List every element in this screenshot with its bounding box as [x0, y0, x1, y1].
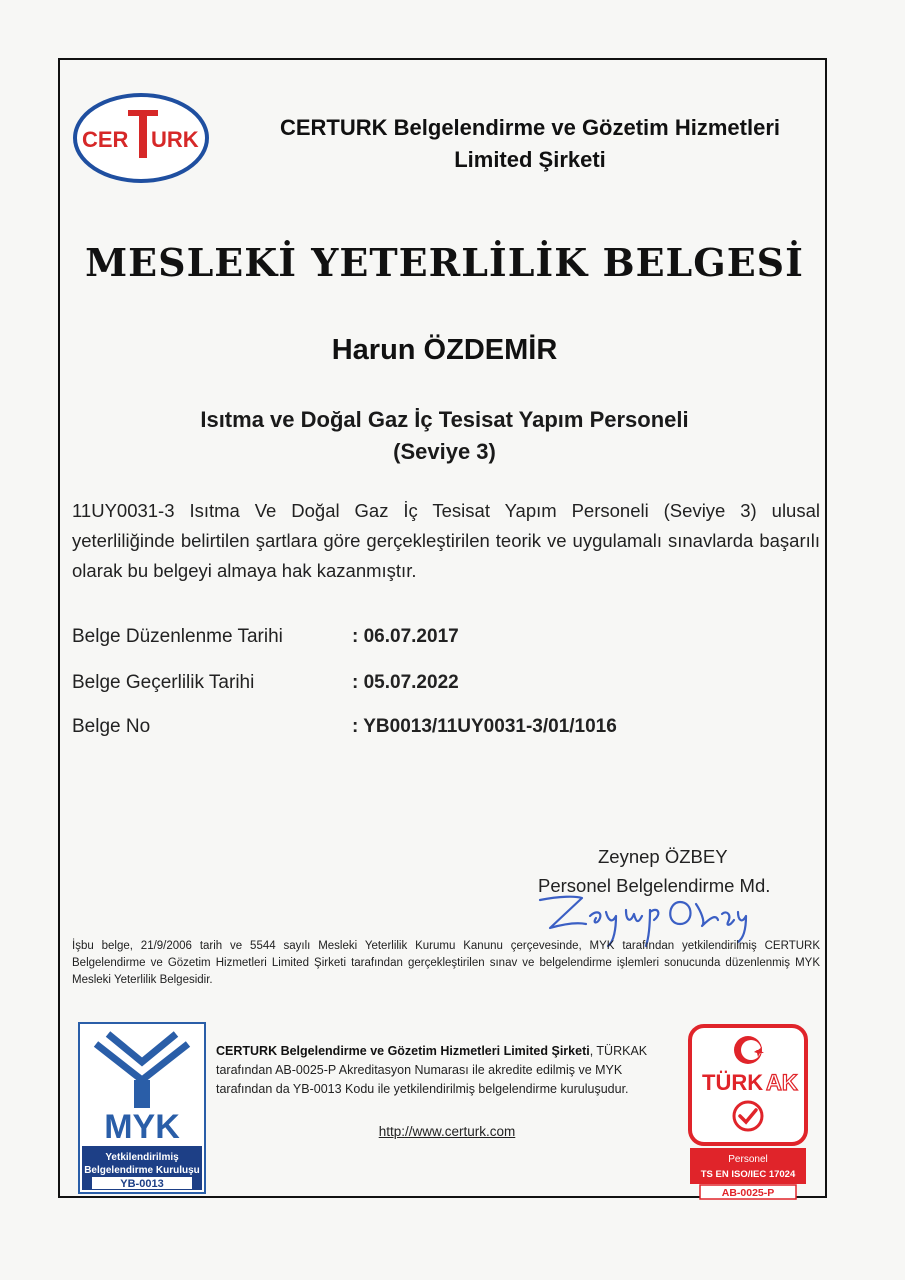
- qualification-line-1: Isıtma ve Doğal Gaz İç Tesisat Yapım Personeli: [200, 407, 689, 432]
- certificate-body: 11UY0031-3 Isıtma Ve Doğal Gaz İç Tesisat Yapım Personeli (Seviye 3) ulusal yeterliliğinde belirtilen şartlara göre gerçekleştirilen teorik ve uygulamalı sınavlarda başarılı olarak bu belgeyi almaya hak kazanmıştır.: [72, 500, 820, 581]
- validity-date-row: [72, 672, 772, 702]
- myk-line-1: Yetkilendirilmiş: [105, 1152, 179, 1163]
- turkak-line-1: Personel: [728, 1154, 768, 1165]
- issue-date-row: [72, 626, 772, 656]
- signatory-title: Personel Belgelendirme Md.: [538, 875, 771, 896]
- turkak-logo-text-b: AK: [766, 1070, 798, 1095]
- website-link[interactable]: http://www.certurk.com: [378, 1124, 516, 1139]
- issue-date-value: : 06.07.2017: [352, 626, 459, 647]
- svg-text:URK: URK: [151, 127, 199, 152]
- accreditation-body: , TÜRKAK tarafından AB-0025-P Akreditasyon Numarası ile akredite edilmiş ve MYK tarafından da YB-0013 Kodu ile yetkilendirilmiş belgelendirme kuruluşudur.: [216, 1044, 648, 1096]
- validity-date-label: Belge Geçerlilik Tarihi: [72, 672, 255, 693]
- svg-text:CER: CER: [82, 127, 129, 152]
- company-header: [230, 112, 830, 176]
- issue-date-label: Belge Düzenlenme Tarihi: [72, 626, 283, 647]
- accreditation-company: CERTURK Belgelendirme ve Gözetim Hizmetleri Limited Şirketi: [216, 1044, 590, 1058]
- certificate-title: MESLEKİ YETERLİLİK BELGESİ: [85, 240, 804, 285]
- holder-name: Harun ÖZDEMİR: [331, 334, 558, 366]
- turkak-code: AB-0025-P: [721, 1187, 775, 1199]
- myk-logo-text: MYK: [104, 1108, 180, 1146]
- accreditation-text: [216, 1042, 678, 1099]
- certurk-logo: [72, 92, 210, 184]
- company-line-1: CERTURK Belgelendirme ve Gözetim Hizmetleri: [279, 115, 780, 140]
- qualification-line-2: (Seviye 3): [393, 439, 496, 464]
- signatory-name: Zeynep ÖZBEY: [598, 846, 728, 867]
- qualification: [60, 404, 829, 468]
- certificate-number-row: [72, 716, 772, 746]
- myk-code: YB-0013: [120, 1178, 164, 1190]
- turkak-logo: [688, 1024, 808, 1200]
- legal-footnote: İşbu belge, 21/9/2006 tarih ve 5544 sayılı Mesleki Yeterlilik Kurumu Kanunu çerçevesinde, MYK tarafından yetkilendirilmiş CERTURK Belgelendirme ve Gözetim Hizmetleri Limited Şirketi tarafından gerçekleştirilen sınav ve belgelendirme işlemleri sonucunda düzenlenmiş MYK Mesleki Yeterlilik Belgesidir.: [72, 940, 820, 986]
- validity-date-value: : 05.07.2022: [352, 672, 459, 693]
- certificate-number-label: Belge No: [72, 716, 151, 737]
- certificate-number-value: : YB0013/11UY0031-3/01/1016: [352, 716, 617, 737]
- myk-logo: [78, 1022, 206, 1194]
- company-line-2: Limited Şirketi: [454, 147, 606, 172]
- turkak-line-2: TS EN ISO/IEC 17024: [700, 1169, 796, 1180]
- myk-line-2: Belgelendirme Kuruluşu: [84, 1165, 200, 1176]
- turkak-logo-text-a: TÜRK: [702, 1070, 764, 1095]
